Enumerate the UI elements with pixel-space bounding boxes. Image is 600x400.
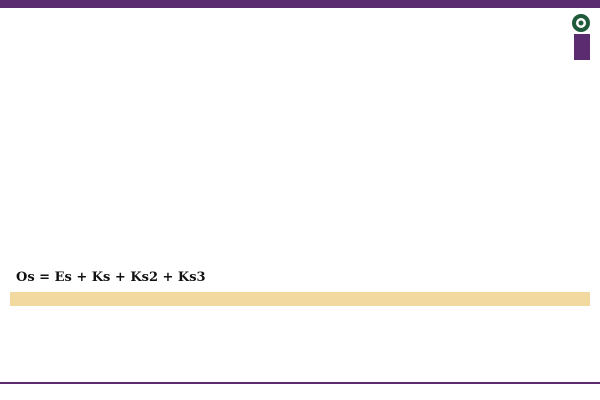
page-footer xyxy=(0,382,600,400)
formula-legend-bar xyxy=(10,292,590,306)
notice-body xyxy=(10,62,590,63)
page-header xyxy=(0,8,600,30)
organization-emblem-icon xyxy=(570,12,592,34)
notice-title-row xyxy=(10,34,590,60)
header-logo-text xyxy=(240,10,360,24)
top-accent-bar xyxy=(0,0,600,8)
notice-notes xyxy=(10,318,590,319)
notice-title-badge xyxy=(574,34,590,60)
formula-line: Os = Es + Ks + Ks2 + Ks3 xyxy=(16,270,206,285)
